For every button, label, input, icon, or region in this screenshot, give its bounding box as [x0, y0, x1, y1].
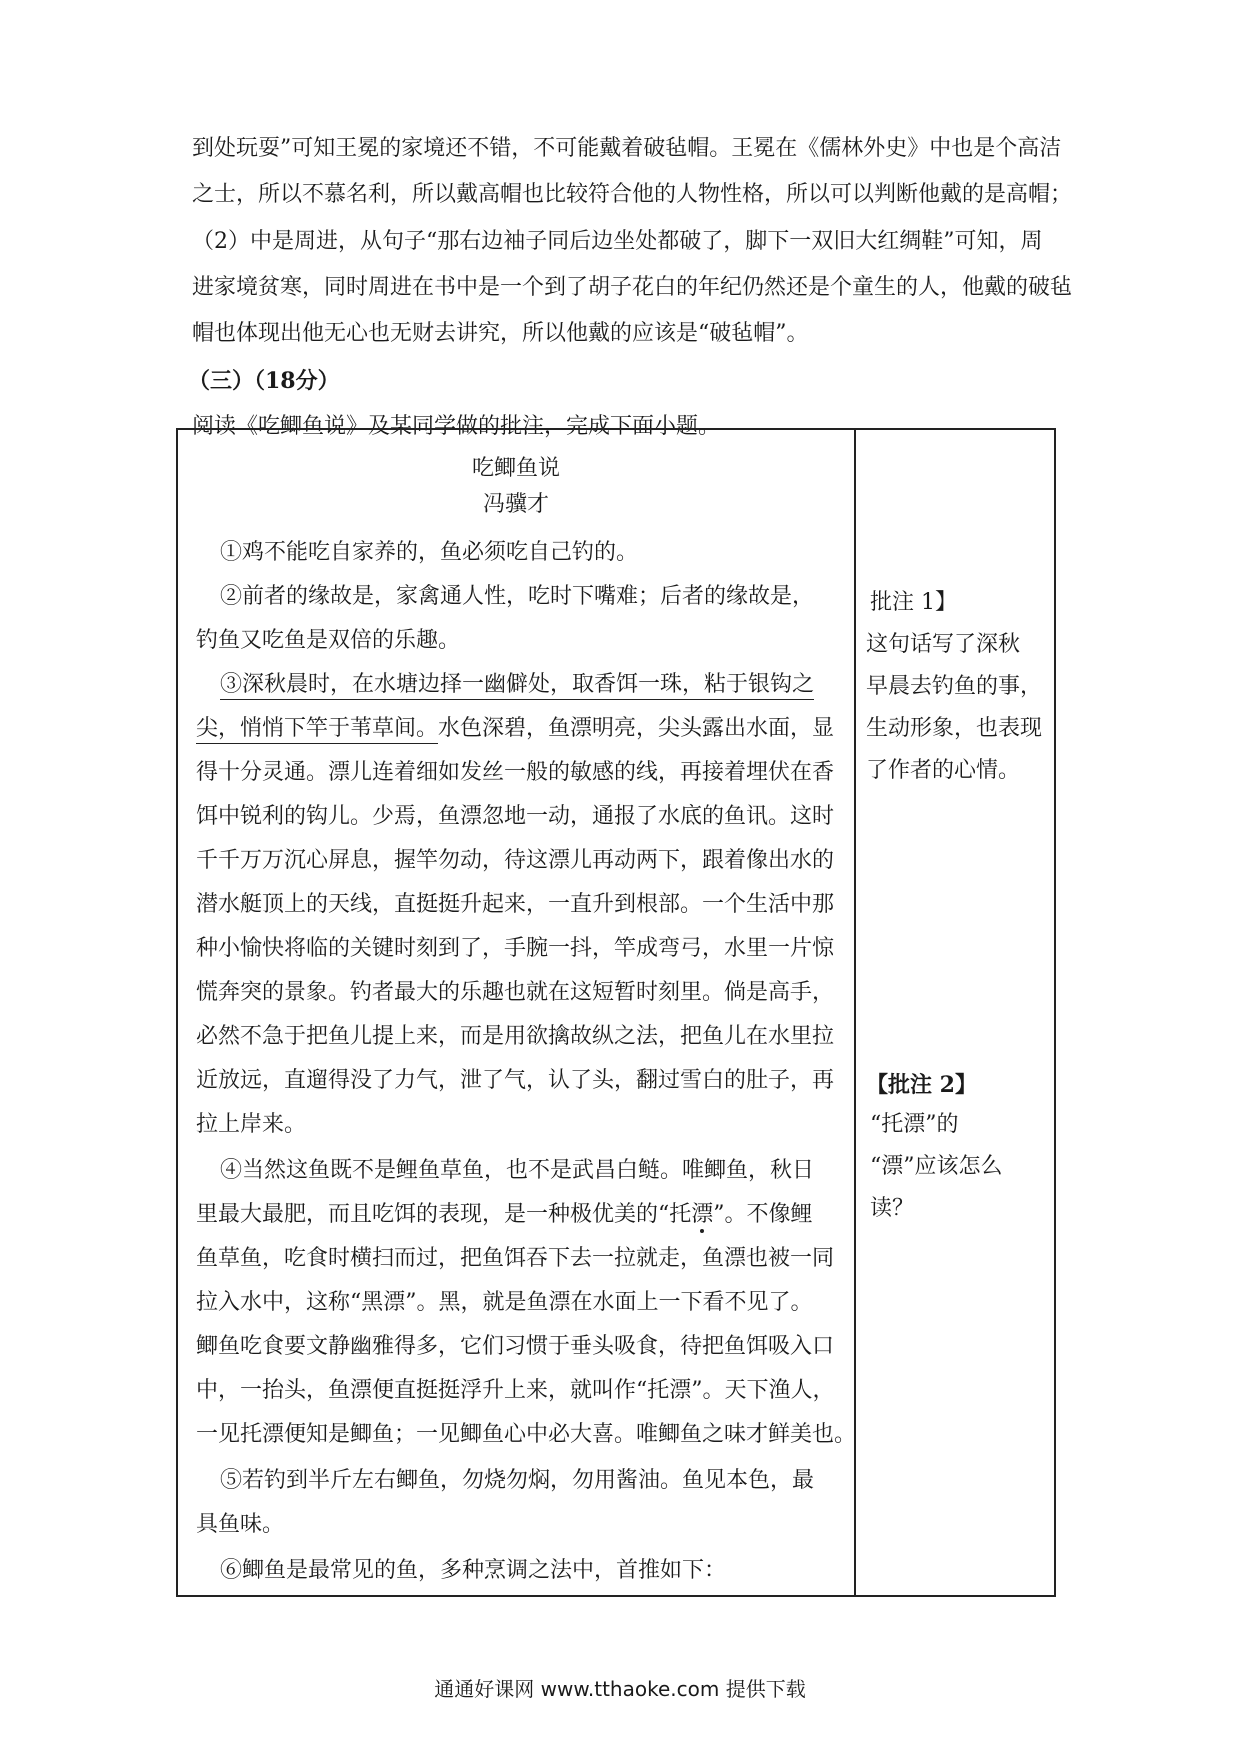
paragraph-5-line-1: ⑤若钓到半斤左右鲫鱼，勿烧勿焖，勿用酱油。鱼见本色，最 [220, 1468, 815, 1493]
intro-line-3: （2）中是周进，从句子“那右边袖子同后边坐处都破了，脚下一双旧大红绸鞋”可知，周 [192, 229, 1043, 254]
paragraph-2-line-1: ②前者的缘故是，家禽通人性，吃时下嘴难；后者的缘故是， [220, 584, 815, 609]
annotation-2-line-2: “漂”应该怎么 [870, 1154, 1003, 1179]
paragraph-3-line-8: 慌奔突的景象。钓者最大的乐趣也就在这短暂时刻里。倘是高手， [196, 980, 835, 1005]
reading-instruction: 阅读《吃鲫鱼说》及某同学做的批注，完成下面小题。 [192, 414, 721, 439]
paragraph-4-line-3: 鱼草鱼，吃食时横扫而过，把鱼饵吞下去一拉就走，鱼漂也被一同 [196, 1246, 835, 1271]
article-author: 冯骥才 [482, 492, 549, 517]
paragraph-4-line-6: 中，一抬头，鱼漂便直挺挺浮升上来，就叫作“托漂”。天下渔人， [196, 1378, 835, 1403]
paragraph-1: ①鸡不能吃自家养的，鱼必须吃自己钓的。 [220, 540, 639, 565]
article-column [178, 430, 857, 1595]
paragraph-4-line-2-b: ”。不像鲤 [713, 1202, 813, 1227]
intro-line-4: 进家境贫寒，同时周进在书中是一个到了胡子花白的年纪仍然还是个童生的人，他戴的破毡 [192, 275, 1073, 300]
paragraph-3-line-4: 饵中锐利的钩儿。少焉，鱼漂忽地一动，通报了水底的鱼讯。这时 [196, 804, 835, 829]
underlined-sentence-part-1: ③深秋晨时，在水塘边择一幽僻处，取香饵一珠，粘于银钩之 [220, 672, 814, 700]
paragraph-3-line-10: 近放远，直遛得没了力气，泄了气，认了头，翻过雪白的肚子，再 [196, 1068, 835, 1093]
paragraph-3-line-2-rest: 水色深碧，鱼漂明亮，尖头露出水面，显 [438, 716, 835, 741]
annotation-column [856, 430, 1054, 1595]
section-heading: （三）（18分） [188, 368, 340, 394]
article-title: 吃鲫鱼说 [471, 456, 560, 481]
paragraph-5-line-2: 具鱼味。 [196, 1512, 285, 1537]
underlined-sentence-part-2: 尖，悄悄下竿于苇草间。 [196, 716, 438, 744]
intro-line-2: 之士，所以不慕名利，所以戴高帽也比较符合他的人物性格，所以可以判断他戴的是高帽； [192, 182, 1073, 207]
annotation-2-heading: 【批注 2】 [866, 1072, 977, 1098]
annotation-1-line-4: 了作者的心情。 [866, 758, 1021, 783]
annotation-1-heading: 批注 1】 [870, 590, 957, 615]
annotation-1-line-1: 这句话写了深秋 [866, 632, 1021, 657]
annotation-2-line-3: 读？ [870, 1196, 915, 1221]
reading-table-frame [176, 428, 1056, 1597]
paragraph-3-line-7: 种小愉快将临的关键时刻到了，手腕一抖，竿成弯弓，水里一片惊 [196, 936, 835, 961]
paragraph-3-line-2 [196, 714, 834, 744]
paragraph-4-line-4: 拉入水中，这称“黑漂”。黑，就是鱼漂在水面上一下看不见了。 [196, 1290, 813, 1315]
annotation-1-line-2: 早晨去钓鱼的事， [866, 674, 1043, 699]
paragraph-6: ⑥鲫鱼是最常见的鱼，多种烹调之法中，首推如下： [220, 1558, 727, 1583]
paragraph-3-line-11: 拉上岸来。 [196, 1112, 307, 1137]
intro-line-1: 到处玩耍”可知王冕的家境还不错，不可能戴着破毡帽。王冕在《儒林外史》中也是个高洁 [192, 136, 1062, 161]
paragraph-4-line-7: 一见托漂便知是鲫鱼；一见鲫鱼心中必大喜。唯鲫鱼之味才鲜美也。 [196, 1422, 857, 1447]
annotation-2-line-1: “托漂”的 [870, 1112, 959, 1137]
paragraph-3-line-6: 潜水艇顶上的天线，直挺挺升起来，一直升到根部。一个生活中那 [196, 892, 835, 917]
paragraph-4-line-2-a: 里最大最肥，而且吃饵的表现，是一种极优美的“托 [196, 1202, 692, 1227]
annotation-1-line-3: 生动形象，也表现 [866, 716, 1043, 741]
paragraph-4-line-1: ④当然这鱼既不是鲤鱼草鱼，也不是武昌白鲢。唯鲫鱼，秋日 [220, 1158, 815, 1183]
page-footer: 通通好课网 www.tthaoke.com 提供下载 [434, 1677, 806, 1701]
dotted-character: 漂 [691, 1202, 714, 1227]
paragraph-3-line-9: 必然不急于把鱼儿提上来，而是用欲擒故纵之法，把鱼儿在水里拉 [196, 1024, 835, 1049]
paragraph-2-line-2: 钓鱼又吃鱼是双倍的乐趣。 [196, 628, 461, 653]
paragraph-3-line-5: 千千万万沉心屏息，握竿勿动，待这漂儿再动两下，跟着像出水的 [196, 848, 835, 873]
intro-line-5: 帽也体现出他无心也无财去讲究，所以他戴的应该是“破毡帽”。 [192, 321, 809, 346]
paragraph-3-line-1 [220, 670, 814, 700]
paragraph-3-line-3: 得十分灵通。漂儿连着细如发丝一般的敏感的线，再接着埋伏在香 [196, 760, 835, 785]
paragraph-4-line-5: 鲫鱼吃食要文静幽雅得多，它们习惯于垂头吸食，待把鱼饵吸入口 [196, 1334, 835, 1359]
paragraph-4-line-2 [196, 1200, 813, 1230]
